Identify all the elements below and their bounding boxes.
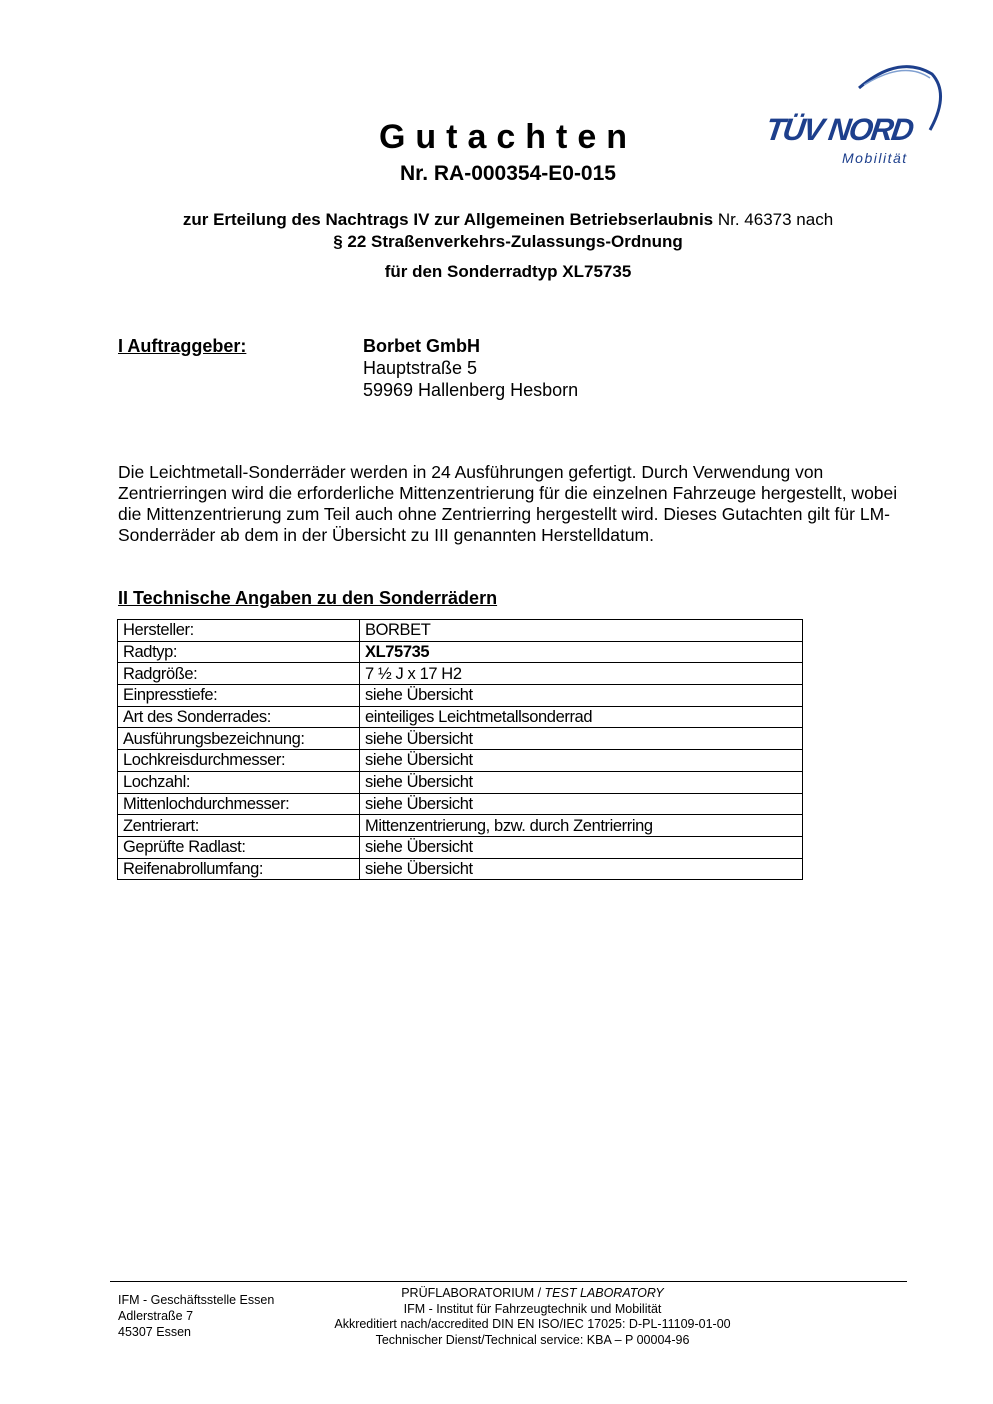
row-value: 7 ½ J x 17 H2 — [360, 663, 803, 685]
footer-divider — [110, 1281, 907, 1282]
footer-lab-title-de: PRÜFLABORATORIUM / — [401, 1286, 545, 1300]
footer-street: Adlerstraße 7 — [118, 1309, 194, 1323]
table-row — [118, 858, 803, 880]
row-value: XL75735 — [360, 641, 803, 663]
table-row — [118, 836, 803, 858]
row-value: BORBET — [360, 620, 803, 642]
purpose-line-3: für den Sonderradtyp XL75735 — [384, 262, 632, 281]
row-key: Ausführungsbezeichnung: — [118, 728, 360, 750]
row-value: siehe Übersicht — [360, 771, 803, 793]
footer-lab-title — [280, 1286, 785, 1302]
purpose-line-1-bold: zur Erteilung des Nachtrags IV zur Allgemeinen Betriebserlaubnis — [182, 210, 714, 229]
client-label: I Auftraggeber: — [118, 336, 247, 356]
footer-technical-service: Technischer Dienst/Technical service: KBA – P 00004-96 — [375, 1332, 690, 1347]
row-key: Reifenabrollumfang: — [118, 858, 360, 880]
table-row — [118, 771, 803, 793]
logo-subtitle: Mobilität — [842, 150, 908, 166]
row-value: einteiliges Leichtmetallsonderrad — [360, 706, 803, 728]
row-key: Einpresstiefe: — [118, 685, 360, 707]
table-row — [118, 750, 803, 772]
purpose-line-1 — [0, 210, 993, 230]
row-key: Mittenlochdurchmesser: — [118, 793, 360, 815]
table-row — [118, 728, 803, 750]
tuv-nord-logo — [764, 60, 944, 170]
row-value: siehe Übersicht — [360, 858, 803, 880]
technical-table — [117, 619, 803, 880]
document-title: Gutachten — [378, 118, 638, 156]
row-value: siehe Übersicht — [360, 750, 803, 772]
footer-lab-info — [280, 1286, 785, 1348]
row-value: siehe Übersicht — [360, 685, 803, 707]
description-paragraph: Die Leichtmetall-Sonderräder werden in 24 Ausführungen gefertigt. Durch Verwendung von Zentrierringen wird die erforderliche Mittenzentrierung für die einzelnen Fahrzeuge hergestellt, wobei die Mittenzentrierung zum Teil auch ohne Zentrierring hergestellt wird. Dieses Gutachten gilt für LM-Sonderräder ab dem in der Übersicht zu III genannten Herstelldatum. — [118, 462, 898, 545]
footer-address — [118, 1292, 274, 1340]
table-row — [118, 706, 803, 728]
footer-office: IFM - Geschäftsstelle Essen — [118, 1293, 275, 1307]
row-key: Geprüfte Radlast: — [118, 836, 360, 858]
table-row — [118, 685, 803, 707]
footer-lab-title-en: TEST LABORATORY — [544, 1286, 664, 1300]
technical-heading: II Technische Angaben zu den Sonderrädern — [118, 588, 498, 608]
row-key: Zentrierart: — [118, 815, 360, 837]
table-row — [118, 641, 803, 663]
table-row — [118, 620, 803, 642]
row-value: Mittenzentrierung, bzw. durch Zentrierring — [360, 815, 803, 837]
row-value: siehe Übersicht — [360, 793, 803, 815]
row-key: Lochkreisdurchmesser: — [118, 750, 360, 772]
footer-accreditation: Akkreditiert nach/accredited DIN EN ISO/IEC 17025: D-PL-11109-01-00 — [334, 1317, 731, 1331]
row-value: siehe Übersicht — [360, 728, 803, 750]
table-row — [118, 815, 803, 837]
row-key: Hersteller: — [118, 620, 360, 642]
footer-institute: IFM - Institut für Fahrzeugtechnik und Mobilität — [403, 1301, 662, 1316]
table-row — [118, 793, 803, 815]
purpose-line-1-rest: Nr. 46373 nach — [713, 210, 834, 229]
purpose-line-2: § 22 Straßenverkehrs-Zulassungs-Ordnung — [333, 232, 683, 251]
client-street: Hauptstraße 5 — [363, 358, 478, 378]
row-key: Lochzahl: — [118, 771, 360, 793]
footer-city: 45307 Essen — [118, 1325, 191, 1339]
row-key: Radtyp: — [118, 641, 360, 663]
client-city: 59969 Hallenberg Hesborn — [363, 380, 579, 400]
client-address — [363, 335, 578, 401]
row-key: Art des Sonderrades: — [118, 706, 360, 728]
row-value: siehe Übersicht — [360, 836, 803, 858]
client-name: Borbet GmbH — [363, 336, 480, 356]
document-number: Nr. RA-000354-E0-015 — [400, 162, 616, 185]
row-key: Radgröße: — [118, 663, 360, 685]
table-row — [118, 663, 803, 685]
logo-brand: TÜV NORD — [763, 112, 915, 147]
